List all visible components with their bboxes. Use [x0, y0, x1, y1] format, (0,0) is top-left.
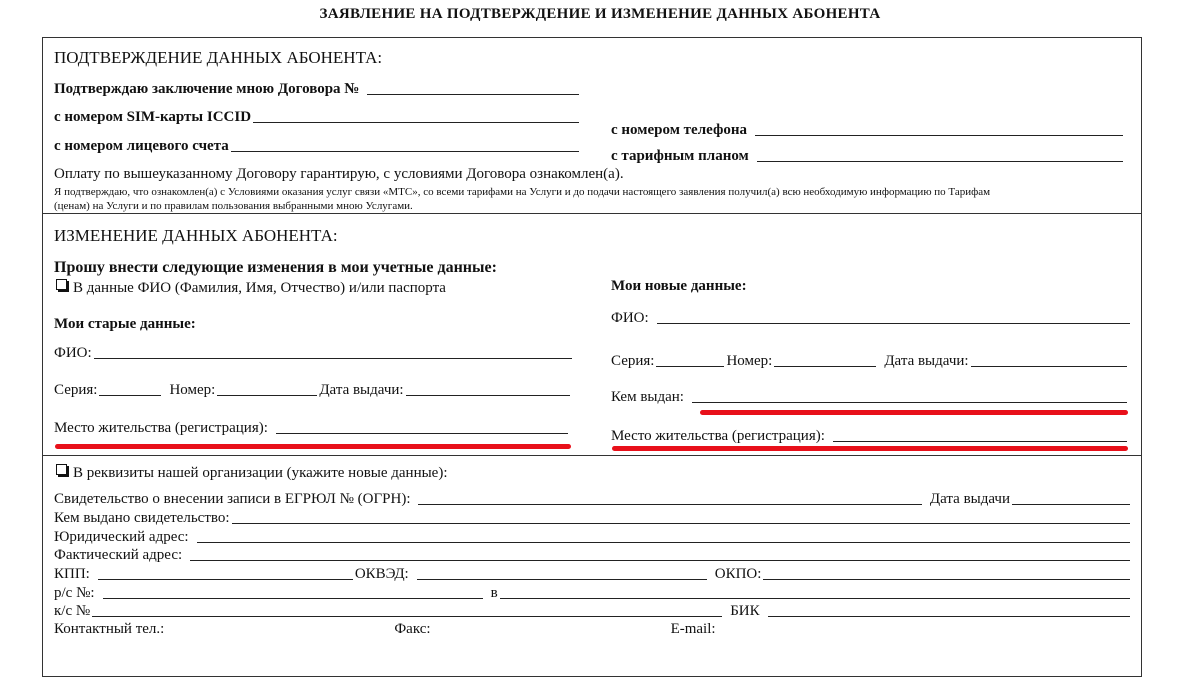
issued-by-label: Кем выдано свидетельство:	[54, 510, 230, 526]
new-residence-field[interactable]	[611, 427, 1129, 445]
account-line[interactable]	[231, 151, 579, 152]
tariff-field[interactable]	[611, 147, 1125, 165]
new-number-line[interactable]	[774, 366, 876, 367]
old-date-label: Дата выдачи:	[319, 382, 404, 398]
account-field[interactable]	[54, 137, 581, 155]
ogrn-label: Свидетельство о внесении записи в ЕГРЮЛ № (ОГРН):	[54, 491, 411, 507]
notice-text-2: (ценам) на Услуги и по правилам пользования выбранными мною Услугами.	[54, 200, 413, 212]
legal-address-label: Юридический адрес:	[54, 529, 189, 545]
request-text: Прошу внести следующие изменения в мои учетные данные:	[54, 259, 497, 276]
rs-field[interactable]	[54, 584, 1132, 602]
new-fio-field[interactable]	[611, 309, 1132, 327]
old-number-label: Номер:	[169, 382, 216, 398]
contacts-field[interactable]	[54, 620, 1132, 638]
fax-label: Факс:	[394, 621, 431, 637]
old-fio-field[interactable]	[54, 344, 574, 362]
okved-line[interactable]	[417, 579, 707, 580]
divider	[42, 213, 1142, 214]
payment-text: Оплату по вышеуказанному Договору гарантирую, с условиями Договора ознакомлен(а).	[54, 166, 624, 182]
contract-line[interactable]	[367, 94, 579, 95]
red-highlight	[55, 444, 571, 449]
bank-line[interactable]	[500, 598, 1130, 599]
bank-label: в	[490, 585, 498, 601]
change-heading: ИЗМЕНЕНИЕ ДАННЫХ АБОНЕНТА:	[54, 226, 338, 245]
contract-field[interactable]	[54, 80, 581, 98]
iccid-field[interactable]	[54, 108, 581, 126]
kpp-label: КПП:	[54, 566, 90, 582]
actual-address-label: Фактический адрес:	[54, 547, 183, 563]
option-fio[interactable]	[54, 279, 446, 297]
legal-address-line[interactable]	[197, 542, 1130, 543]
actual-address-line[interactable]	[190, 560, 1130, 561]
okpo-line[interactable]	[763, 579, 1130, 580]
option-org[interactable]	[54, 464, 448, 482]
new-series-line[interactable]	[656, 366, 724, 367]
phone-field[interactable]	[611, 121, 1125, 139]
new-issued-field[interactable]	[611, 388, 1129, 406]
new-series-label: Серия:	[611, 353, 655, 369]
rs-line[interactable]	[103, 598, 483, 599]
bik-line[interactable]	[768, 616, 1130, 617]
new-number-label: Номер:	[726, 353, 773, 369]
new-fio-label: ФИО:	[611, 310, 649, 326]
checkbox[interactable]	[56, 279, 67, 290]
phone-label: с номером телефона	[611, 122, 747, 138]
notice-text-1: Я подтверждаю, что ознакомлен(а) с Условиями оказания услуг связи «МТС», со всеми тарифами на Услуги и до подачи настоящего заявления получил(а) всю необходимую информацию по Тарифам	[54, 186, 991, 198]
new-issued-line[interactable]	[692, 402, 1127, 403]
contract-label: Подтверждаю заключение мною Договора №	[54, 81, 360, 97]
codes-field[interactable]	[54, 565, 1132, 583]
ks-line[interactable]	[92, 616, 722, 617]
old-data-heading: Мои старые данные:	[54, 316, 196, 332]
issued-by-field[interactable]	[54, 509, 1132, 527]
ogrn-field[interactable]	[54, 490, 1132, 508]
confirm-heading: ПОДТВЕРЖДЕНИЕ ДАННЫХ АБОНЕНТА:	[54, 48, 383, 67]
old-fio-line[interactable]	[94, 358, 572, 359]
new-fio-line[interactable]	[657, 323, 1130, 324]
issued-by-line[interactable]	[232, 523, 1130, 524]
ogrn-line[interactable]	[418, 504, 921, 505]
new-date-line[interactable]	[971, 366, 1127, 367]
old-fio-label: ФИО:	[54, 345, 92, 361]
old-series-label: Серия:	[54, 382, 98, 398]
old-residence-label: Место жительства (регистрация):	[54, 420, 268, 436]
email-label: E-mail:	[670, 621, 716, 637]
tariff-line[interactable]	[757, 161, 1123, 162]
new-date-label: Дата выдачи:	[884, 353, 969, 369]
phone-line[interactable]	[755, 135, 1123, 136]
divider	[42, 455, 1142, 456]
actual-address-field[interactable]	[54, 546, 1132, 564]
ks-label: к/с №	[54, 603, 91, 619]
bik-label: БИК	[730, 603, 760, 619]
kpp-line[interactable]	[98, 579, 353, 580]
old-date-line[interactable]	[406, 395, 570, 396]
old-series-line[interactable]	[99, 395, 161, 396]
new-residence-line[interactable]	[833, 441, 1127, 442]
option-fio-label: В данные ФИО (Фамилия, Имя, Отчество) и/или паспорта	[73, 280, 446, 296]
old-number-line[interactable]	[217, 395, 317, 396]
new-residence-label: Место жительства (регистрация):	[611, 428, 825, 444]
new-data-heading: Мои новые данные:	[611, 278, 747, 294]
okved-label: ОКВЭД:	[354, 566, 409, 582]
account-label: с номером лицевого счета	[54, 138, 229, 154]
old-residence-line[interactable]	[276, 433, 568, 434]
ogrn-date-label: Дата выдачи	[929, 491, 1010, 507]
new-issued-label: Кем выдан:	[611, 389, 684, 405]
new-passport-field[interactable]	[611, 352, 1129, 370]
rs-label: р/с №:	[54, 585, 95, 601]
document-title: ЗАЯВЛЕНИЕ НА ПОДТВЕРЖДЕНИЕ И ИЗМЕНЕНИЕ ДАННЫХ АБОНЕНТА	[319, 6, 881, 22]
ks-field[interactable]	[54, 602, 1132, 620]
okpo-label: ОКПО:	[714, 566, 762, 582]
checkbox[interactable]	[56, 464, 67, 475]
contact-phone-label: Контактный тел.:	[54, 621, 165, 637]
red-highlight	[612, 446, 1128, 451]
red-highlight	[700, 410, 1128, 415]
old-passport-field[interactable]	[54, 381, 572, 399]
option-org-label: В реквизиты нашей организации (укажите новые данные):	[73, 465, 448, 481]
iccid-label: с номером SIM-карты ICCID	[54, 109, 252, 125]
old-residence-field[interactable]	[54, 419, 570, 437]
ogrn-date-line[interactable]	[1012, 504, 1130, 505]
tariff-label: с тарифным планом	[611, 148, 749, 164]
iccid-line[interactable]	[253, 122, 579, 123]
legal-address-field[interactable]	[54, 528, 1132, 546]
